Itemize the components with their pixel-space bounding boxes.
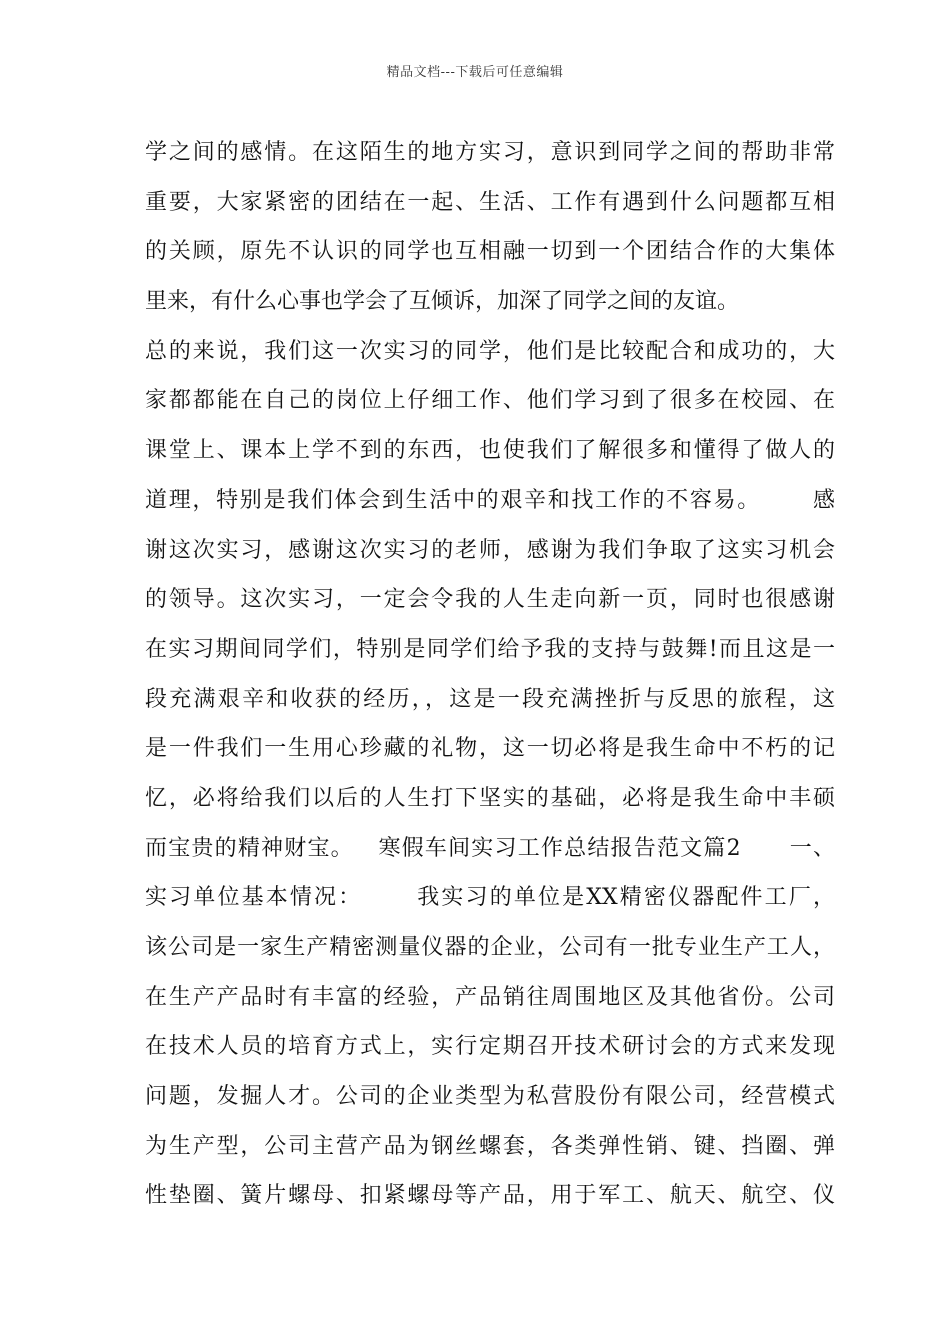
text-line: 总的来说，我们这一次实习的同学，他们是比较配合和成功的，大 (145, 338, 835, 364)
text-line: 的领导。这次实习，一定会令我的人生走向新一页，同时也很感谢 (145, 587, 835, 613)
text-line: 谢这次实习，感谢这次实习的老师，感谢为我们争取了这实习机会 (145, 537, 835, 563)
text-line: 该公司是一家生产精密测量仪器的企业，公司有一批专业生产工人， (145, 935, 835, 960)
text-line: 家都都能在自己的岗位上仔细工作、他们学习到了很多在校园、在 (145, 388, 835, 414)
page-header: 精品文档---下载后可任意编辑 (386, 65, 564, 80)
text-line: 在技术人员的培育方式上，实行定期召开技术研讨会的方式来发现 (145, 1034, 835, 1060)
text-line: 问题，发掘人才。公司的企业类型为私营股份有限公司，经营模式 (145, 1084, 835, 1110)
text-line: 重要，大家紧密的团结在一起、生活、工作有遇到什么问题都互相 (145, 189, 835, 215)
text-line: 道理，特别是我们体会到生活中的艰辛和找工作的不容易。 感 (145, 487, 835, 513)
text-line: 是一件我们一生用心珍藏的礼物，这一切必将是我生命中不朽的记 (145, 736, 835, 762)
text-line: 忆，必将给我们以后的人生打下坚实的基础，必将是我生命中丰硕 (145, 785, 835, 811)
text-line: 学之间的感情。在这陌生的地方实习，意识到同学之间的帮助非常 (145, 140, 835, 165)
text-line: 实习单位基本情况： 我实习的单位是XX精密仪器配件工厂， (145, 885, 835, 911)
text-line: 段充满艰辛和收获的经历，，这是一段充满挫折与反思的旅程，这 (145, 686, 835, 712)
text-line: 课堂上、课本上学不到的东西，也使我们了解很多和懂得了做人的 (145, 438, 835, 464)
text-line: 在实习期间同学们，特别是同学们给予我的支持与鼓舞!而且这是一 (145, 636, 835, 662)
text-line: 的关顾，原先不认识的同学也互相融一切到一个团结合作的大集体 (145, 239, 835, 265)
body-text (145, 128, 835, 1221)
text-line: 里来，有什么心事也学会了互倾诉，加深了同学之间的友谊。 (145, 289, 740, 315)
text-line: 而宝贵的精神财宝。 寒假车间实习工作总结报告范文篇2 一、 (145, 835, 835, 861)
text-line: 在生产产品时有丰富的经验，产品销往周围地区及其他省份。公司 (145, 984, 835, 1010)
text-line: 为生产型，公司主营产品为钢丝螺套，各类弹性销、键、挡圈、弹 (145, 1133, 835, 1159)
text-line: 性垫圈、簧片螺母、扣紧螺母等产品，用于军工、航天、航空、仪 (145, 1183, 835, 1209)
